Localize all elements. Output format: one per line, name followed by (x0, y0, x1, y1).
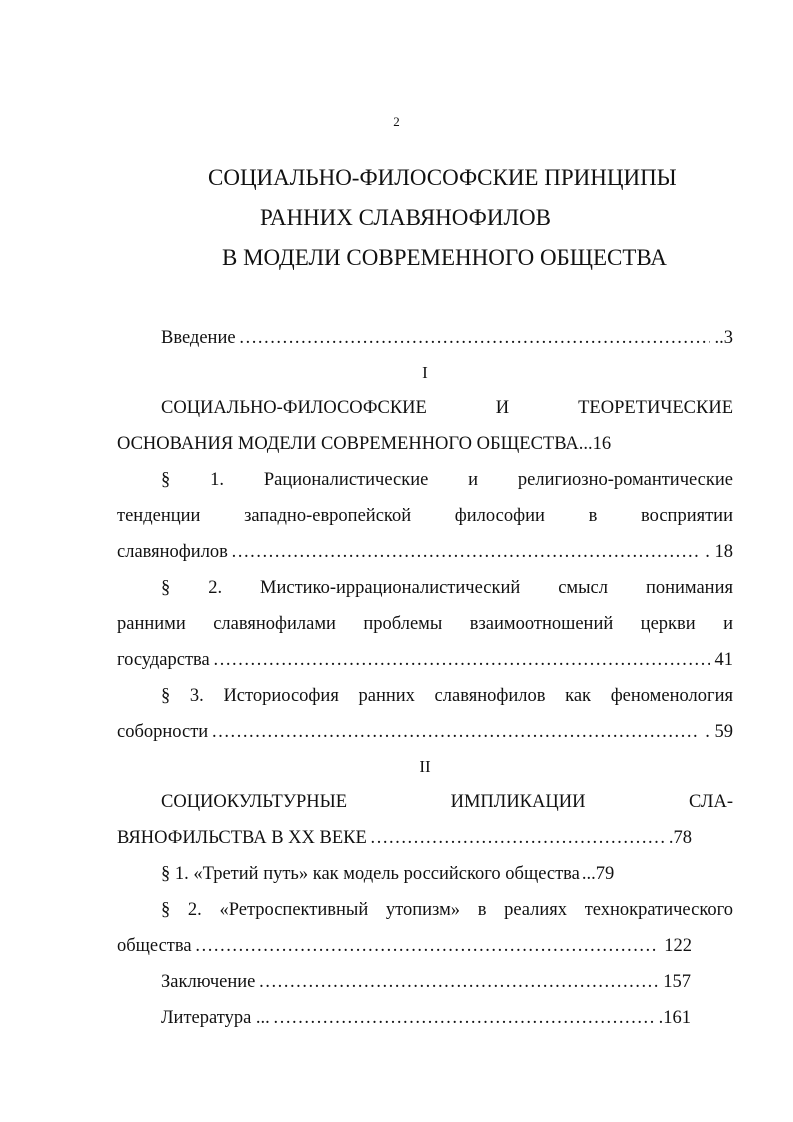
toc-label: тенденции западно-европейской философии в восприятии (117, 506, 733, 526)
dot-leader (370, 820, 664, 856)
toc-page: . 59 (705, 722, 733, 742)
toc-label: § 2. «Ретроспективный утопизм» в реалиях технократического (161, 900, 733, 920)
toc-label: Введение (161, 328, 236, 348)
toc-entry-1-2-line-2[interactable] (117, 606, 733, 642)
part-2-heading-line-2[interactable] (117, 820, 692, 856)
toc-label: общества (117, 936, 192, 956)
toc-entry-2-2-line-1[interactable] (117, 892, 733, 928)
toc-entry-2-1[interactable] (117, 856, 691, 892)
toc-page: 41 (714, 650, 733, 670)
dot-leader (231, 534, 700, 570)
dot-leader (258, 964, 658, 1000)
part-numeral-row (117, 356, 733, 390)
toc-entry-literature[interactable] (117, 1000, 691, 1036)
dot-leader (195, 928, 660, 964)
toc-entry-1-1-line-3[interactable] (117, 534, 733, 570)
toc-label: государства (117, 650, 210, 670)
part-heading-text: ОСНОВАНИЯ МОДЕЛИ СОВРЕМЕННОГО ОБЩЕСТВА...16 (117, 434, 612, 454)
toc-entry-1-2-line-1[interactable] (117, 570, 733, 606)
toc-entry-1-1-line-1[interactable] (117, 462, 733, 498)
table-of-contents (117, 320, 733, 1036)
part-numeral-row (117, 750, 733, 784)
toc-entry-1-1-line-2[interactable] (117, 498, 733, 534)
dot-leader (211, 714, 700, 750)
toc-entry-2-2-line-2[interactable] (117, 928, 692, 964)
toc-entry-1-3-line-2[interactable] (117, 714, 733, 750)
toc-entry-1-2-line-3[interactable] (117, 642, 733, 678)
toc-label: Заключение (161, 972, 256, 992)
toc-label: ранними славянофилами проблемы взаимоотношений церкви и (117, 614, 733, 634)
part-1-heading-line-1[interactable] (117, 390, 733, 426)
toc-label: § 2. Мистико-иррационалистический смысл понимания (161, 578, 733, 598)
dot-leader (213, 642, 710, 678)
part-heading-text: СОЦИАЛЬНО-ФИЛОСОФСКИЕ И ТЕОРЕТИЧЕСКИЕ (161, 398, 733, 418)
part-heading-text: ВЯНОФИЛЬСТВА В XX ВЕКЕ (117, 828, 367, 848)
toc-page: .161 (658, 1008, 691, 1028)
toc-entry-conclusion[interactable] (117, 964, 691, 1000)
toc-label: соборности (117, 722, 209, 742)
toc-page: ..3 (714, 328, 733, 348)
toc-label: § 1. Рационалистические и религиозно-романтические (161, 470, 733, 490)
toc-label: § 1. «Третий путь» как модель российского общества (161, 864, 580, 884)
toc-label: славянофилов (117, 542, 228, 562)
part-2-heading-line-1[interactable] (117, 784, 733, 820)
dot-leader (239, 320, 710, 356)
toc-label: Литература ... (161, 1008, 270, 1028)
part-2-numeral: II (419, 757, 431, 776)
toc-page: ...79 (581, 864, 615, 884)
title-line-2: РАННИХ СЛАВЯНОФИЛОВ (260, 205, 551, 230)
toc-entry-1-3-line-1[interactable] (117, 678, 733, 714)
part-heading-text: СОЦИОКУЛЬТУРНЫЕ ИМПЛИКАЦИИ СЛА- (161, 792, 733, 812)
page-number: 2 (393, 114, 400, 129)
part-1-heading-line-2[interactable] (117, 426, 733, 462)
dot-leader (273, 1000, 654, 1036)
toc-entry-intro[interactable] (117, 320, 733, 356)
toc-page: . 18 (705, 542, 733, 562)
part-1-numeral: I (422, 363, 428, 382)
title-line-1: СОЦИАЛЬНО-ФИЛОСОФСКИЕ ПРИНЦИПЫ (208, 165, 677, 190)
document-title (110, 158, 710, 278)
toc-page: .78 (668, 828, 692, 848)
toc-page: 122 (664, 936, 692, 956)
title-line-3: В МОДЕЛИ СОВРЕМЕННОГО ОБЩЕСТВА (222, 245, 667, 270)
toc-label: § 3. Историософия ранних славянофилов как феноменология (161, 686, 733, 706)
toc-page: 157 (663, 972, 691, 992)
